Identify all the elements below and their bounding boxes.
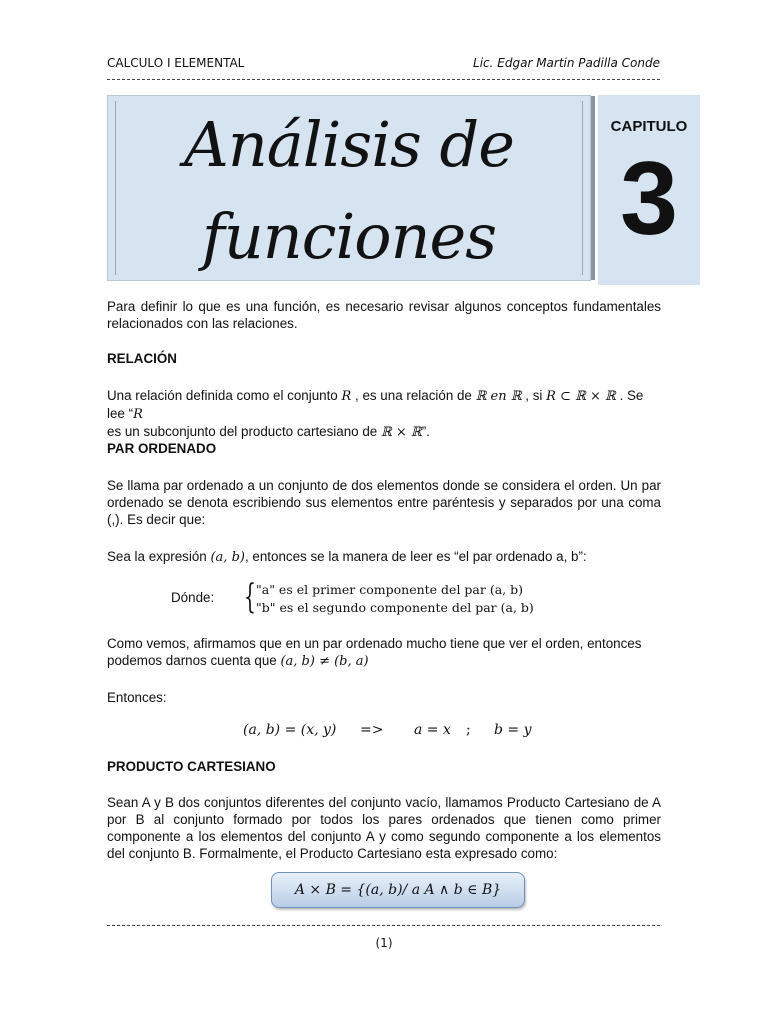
producto-paragraph: Sean A y B dos conjuntos diferentes del conjunto vacío, llamamos Producto Cartesiano de A por B al conjunto formado por todos los pares ordenados que tienen como primer componente a los elementos del conjunto A y como segundo componente a los elementos del conjunto B. Formalmente, el Producto Cartesiano esta expresado como: xyxy=(107,795,661,861)
header-author: Lic. Edgar Martin Padilla Conde xyxy=(473,56,660,70)
equality-pairs: (a, b) = (x, y) xyxy=(243,722,337,738)
equality-second: b = y xyxy=(494,722,532,738)
chapter-title-line-2: funciones xyxy=(201,200,497,273)
chapter-number: 3 xyxy=(620,141,678,257)
heading-par-ordenado: PAR ORDENADO xyxy=(107,441,217,456)
chapter-title-line-1: Análisis de xyxy=(184,108,514,181)
expresion-paragraph: Sea la expresión (a, b), entonces se la manera de leer es “el par ordenado a, b”: xyxy=(107,549,587,565)
header-course-title: CALCULO I ELEMENTAL xyxy=(107,56,245,70)
relacion-paragraph: Una relación definida como el conjunto R , es una relación de ℝ en ℝ , si R ⊂ ℝ × ℝ . Se lee “R es un subconjunto del producto cartesiano de ℝ × ℝ”. xyxy=(107,388,644,440)
chapter-number-box xyxy=(598,95,700,285)
definition-second-component: "b" es el segundo componente del par (a, b) xyxy=(256,600,534,615)
banner-shadow xyxy=(591,96,595,280)
cartesian-product-formula: A × B = {(a, b)/ a A ∧ b ∈ B} xyxy=(294,882,502,898)
header-divider xyxy=(107,79,660,80)
orden-paragraph: Como vemos, afirmamos que en un par ordenado mucho tiene que ver el orden, entonces podemos darnos cuenta que (a, b) ≠ (b, a) xyxy=(107,636,642,669)
heading-producto-cartesiano: PRODUCTO CARTESIANO xyxy=(107,759,276,774)
footer-divider xyxy=(107,925,660,926)
cartesian-product-formula-box xyxy=(271,872,525,908)
definition-first-component: "a" es el primer componente del par (a, b) xyxy=(256,582,523,597)
entonces-label: Entonces: xyxy=(107,690,167,705)
implies-arrow: => xyxy=(360,722,384,738)
par-ordenado-paragraph: Se llama par ordenado a un conjunto de dos elementos donde se considera el orden. Un par ordenado se denota escribiendo sus elementos entre paréntesis y separados por una coma (,). Es decir que: xyxy=(107,478,661,527)
chapter-label: CAPITULO xyxy=(610,118,688,135)
brace-symbol: { xyxy=(244,577,256,617)
intro-paragraph: Para definir lo que es una función, es necesario revisar algunos conceptos fundamentales relacionados con las relaciones. xyxy=(107,299,661,331)
equality-first: a = x xyxy=(414,722,451,738)
donde-label: Dónde: xyxy=(171,590,215,605)
heading-relacion: RELACIÓN xyxy=(107,351,177,366)
equality-separator: ; xyxy=(466,722,471,738)
page-number: (1) xyxy=(375,936,393,950)
chapter-title-banner xyxy=(107,95,591,281)
